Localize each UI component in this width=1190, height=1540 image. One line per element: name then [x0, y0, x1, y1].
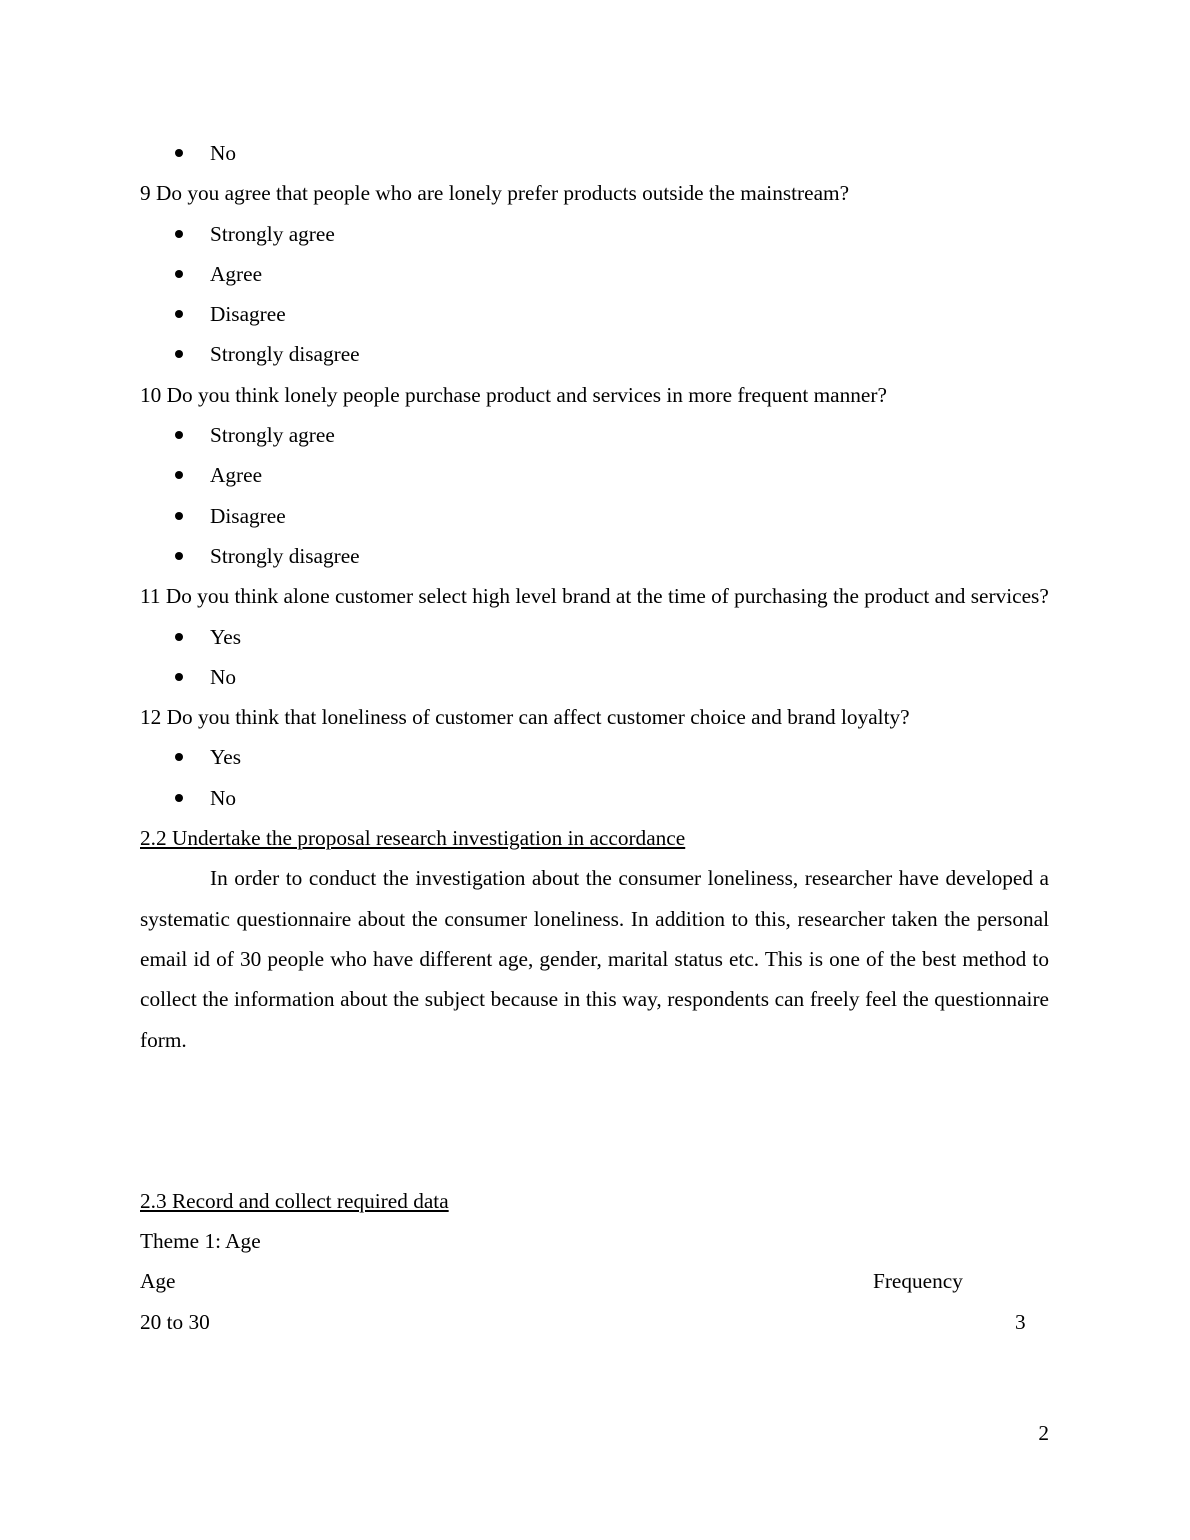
question-10: 10 Do you think lonely people purchase product and services in more frequent manner?: [140, 382, 887, 407]
section-2-2-paragraph: In order to conduct the investigation about the consumer loneliness, researcher have developed a systematic questionnaire about the consumer loneliness. In addition to this, researcher taken the personal email id of 30 people who have different age, gender, marital status etc. This is one of the best method to collect the information about the subject because in this way, respondents can freely feel the questionnaire form.: [140, 866, 1049, 1052]
list-item: [140, 536, 1049, 576]
table-header-row: [140, 1261, 1049, 1301]
list-item: [140, 133, 1049, 173]
question-9: 9 Do you agree that people who are lonely prefer products outside the mainstream?: [140, 181, 850, 206]
spacer: [140, 1060, 1049, 1181]
option-label: Strongly disagree: [210, 342, 360, 367]
list-item: [140, 294, 1049, 334]
bullet-icon: [175, 431, 183, 439]
option-label: Yes: [210, 745, 241, 770]
page-content: [140, 133, 1049, 1342]
bullet-icon: [175, 673, 183, 681]
age-cell: 20 to 30: [140, 1309, 210, 1334]
bullet-icon: [175, 633, 183, 641]
bullet-icon: [175, 471, 183, 479]
option-label: Agree: [210, 261, 263, 286]
question-12: 12 Do you think that loneliness of customer can affect customer choice and brand loyalty?: [140, 705, 910, 730]
bullet-icon: [175, 552, 183, 560]
bullet-icon: [175, 512, 183, 520]
bullet-icon: [175, 350, 183, 358]
option-label: Strongly disagree: [210, 543, 360, 568]
option-label: Disagree: [210, 302, 286, 327]
list-item: [140, 254, 1049, 294]
bullet-icon: [175, 753, 183, 761]
list-item: [140, 737, 1049, 777]
list-item: [140, 415, 1049, 455]
option-label: Yes: [210, 624, 241, 649]
frequency-column-header: Frequency: [873, 1269, 963, 1294]
age-column-header: Age: [140, 1269, 176, 1294]
list-item: [140, 657, 1049, 697]
section-2-3-heading: 2.3 Record and collect required data: [140, 1188, 449, 1213]
list-item: [140, 214, 1049, 254]
option-label: Disagree: [210, 503, 286, 528]
table-row: [140, 1302, 1049, 1342]
bullet-icon: [175, 794, 183, 802]
list-item: [140, 496, 1049, 536]
list-item: [140, 778, 1049, 818]
bullet-icon: [175, 149, 183, 157]
page-number: 2: [1038, 1421, 1049, 1445]
list-item: [140, 455, 1049, 495]
option-label: Strongly agree: [210, 221, 335, 246]
option-label: Strongly agree: [210, 423, 335, 448]
question-11: 11 Do you think alone customer select high level brand at the time of purchasing the product and services?: [140, 584, 1049, 609]
bullet-icon: [175, 310, 183, 318]
section-2-2-heading: 2.2 Undertake the proposal research investigation in accordance: [140, 826, 686, 851]
option-label: No: [210, 785, 237, 810]
option-label: No: [210, 664, 237, 689]
bullet-icon: [175, 270, 183, 278]
bullet-icon: [175, 230, 183, 238]
option-label: No: [210, 141, 237, 165]
list-item: [140, 617, 1049, 657]
option-label: Agree: [210, 463, 263, 488]
theme-title: Theme 1: Age: [140, 1229, 261, 1254]
frequency-cell: 3: [1015, 1309, 1026, 1334]
list-item: [140, 334, 1049, 374]
